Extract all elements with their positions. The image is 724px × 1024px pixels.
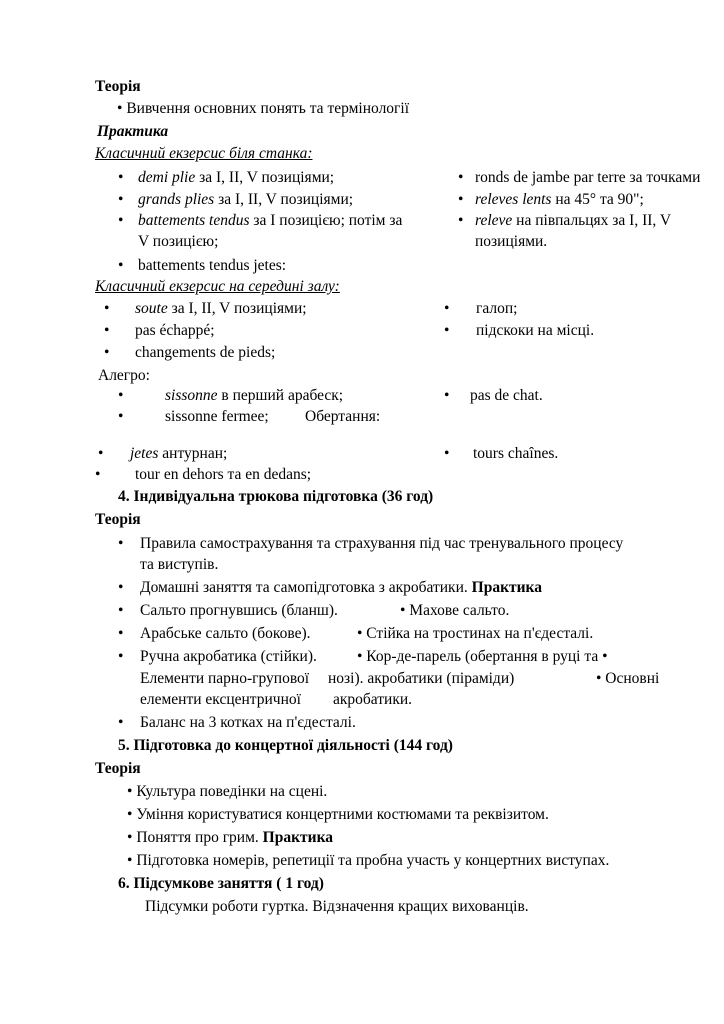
bullet: • [104,300,110,317]
bullet: • [118,714,124,731]
bullet: • [458,191,464,208]
barre-heading: Класичний екзерсис біля станка: [95,145,313,162]
bullet: • [458,212,464,229]
bullet: • [118,169,124,186]
rotation-label: Обертання: [305,408,381,425]
s4-item: • Махове сальто. [400,602,510,619]
s4-item: • Кор-де-парель (обертання в руці та • [357,648,608,665]
bullet: • [104,322,110,339]
bullet: • [118,387,124,404]
s4-item: • Стійка на тростинах на п'єдесталі. [357,625,594,642]
bullet: • [118,408,124,425]
s6-text: Підсумки роботи гуртка. Відзначення кращих вихованців. [145,898,529,915]
bullet: • [118,648,124,665]
s4-item: та виступів. [140,556,219,573]
s4-item: Правила самострахування та страхування під час тренувального процесу [140,535,624,552]
center-heading: Класичний екзерсис на середині залу: [95,278,340,295]
bullet: • [118,191,124,208]
s5-item: • Уміння користуватися концертними костюмами та реквізитом. [127,806,549,823]
section-4-heading: 4. Індивідуальна трюкова підготовка (36 год) [118,488,434,505]
s4-item: акробатики. [333,691,413,708]
s4-item: Елементи парно-групової [140,670,310,687]
allegro-label: Алегро: [98,367,150,384]
bullet: • [95,466,101,483]
barre-left-item: grands plies за I, II, V позиціями; [138,191,354,208]
theory-heading: Теорія [95,760,141,777]
rotation-item: jetes антурнан; [130,445,228,462]
barre-left-item: V позицією; [138,233,219,250]
barre-left-item: demi plie за I, II, V позиціями; [138,169,335,186]
rotation-item: tours chaînes. [473,445,559,462]
s4-item: Ручна акробатика (стійки). [140,648,317,665]
s5-item: • Підготовка номерів, репетиції та пробна участь у концертних виступах. [127,852,610,869]
bullet: • [98,445,104,462]
bullet: • [444,300,450,317]
allegro-right-item: pas de chat. [470,387,543,404]
section-6-heading: 6. Підсумкове заняття ( 1 год) [118,875,324,892]
barre-left-item: battements tendus jetes: [138,257,287,274]
theory-heading: Теорія [95,78,141,95]
bullet: • [458,169,464,186]
barre-right-item: releves lents на 45° та 90"; [475,191,644,208]
center-left-item: pas échappé; [135,322,215,339]
bullet: • [104,344,110,361]
s4-item: Баланс на 3 котках на п'єдесталі. [140,714,356,731]
s5-item: • Поняття про грим. Практика [127,829,334,846]
center-left-item: soute за I, II, V позиціями; [135,300,307,317]
section-5-heading: 5. Підготовка до концертної діяльності (144 год) [118,737,453,754]
allegro-item: sissonne в перший арабеск; [165,387,344,404]
barre-right-item: позиціями. [475,233,548,250]
allegro-item: sissonne fermee; [165,408,269,425]
s4-item: елементи ексцентричної [140,691,301,708]
center-right-item: галоп; [476,300,518,317]
s4-item: Домашні заняття та самопідготовка з акробатики. Практика [140,579,542,596]
theory-heading: Теорія [95,511,141,528]
bullet: • [118,625,124,642]
s4-item: • Основні [596,670,660,687]
bullet: • [118,212,124,229]
theory-item: • Вивчення основних понять та термінології [117,100,410,117]
center-right-item: підскоки на місці. [476,322,595,339]
s4-item: нозі). акробатики (піраміди) [328,670,515,687]
bullet: • [444,387,450,404]
s5-item: • Культура поведінки на сцені. [127,783,328,800]
bullet: • [444,445,450,462]
bullet: • [444,322,450,339]
bullet: • [118,602,124,619]
s4-item: Арабське сальто (бокове). [140,625,311,642]
bullet: • [118,257,124,274]
s4-item: Сальто прогнувшись (бланш). [140,602,338,619]
practice-heading: Практика [97,123,169,140]
bullet: • [118,579,124,596]
barre-right-item: releve на півпальцях за I, II, V [475,212,672,229]
center-left-item: changements de pieds; [135,344,276,361]
rotation-item: tour en dehors та en dedans; [135,466,312,483]
barre-right-item: ronds de jambe par terre за точками [475,169,701,186]
bullet: • [118,535,124,552]
barre-left-item: battements tendus за I позицією; потім за [138,212,403,229]
